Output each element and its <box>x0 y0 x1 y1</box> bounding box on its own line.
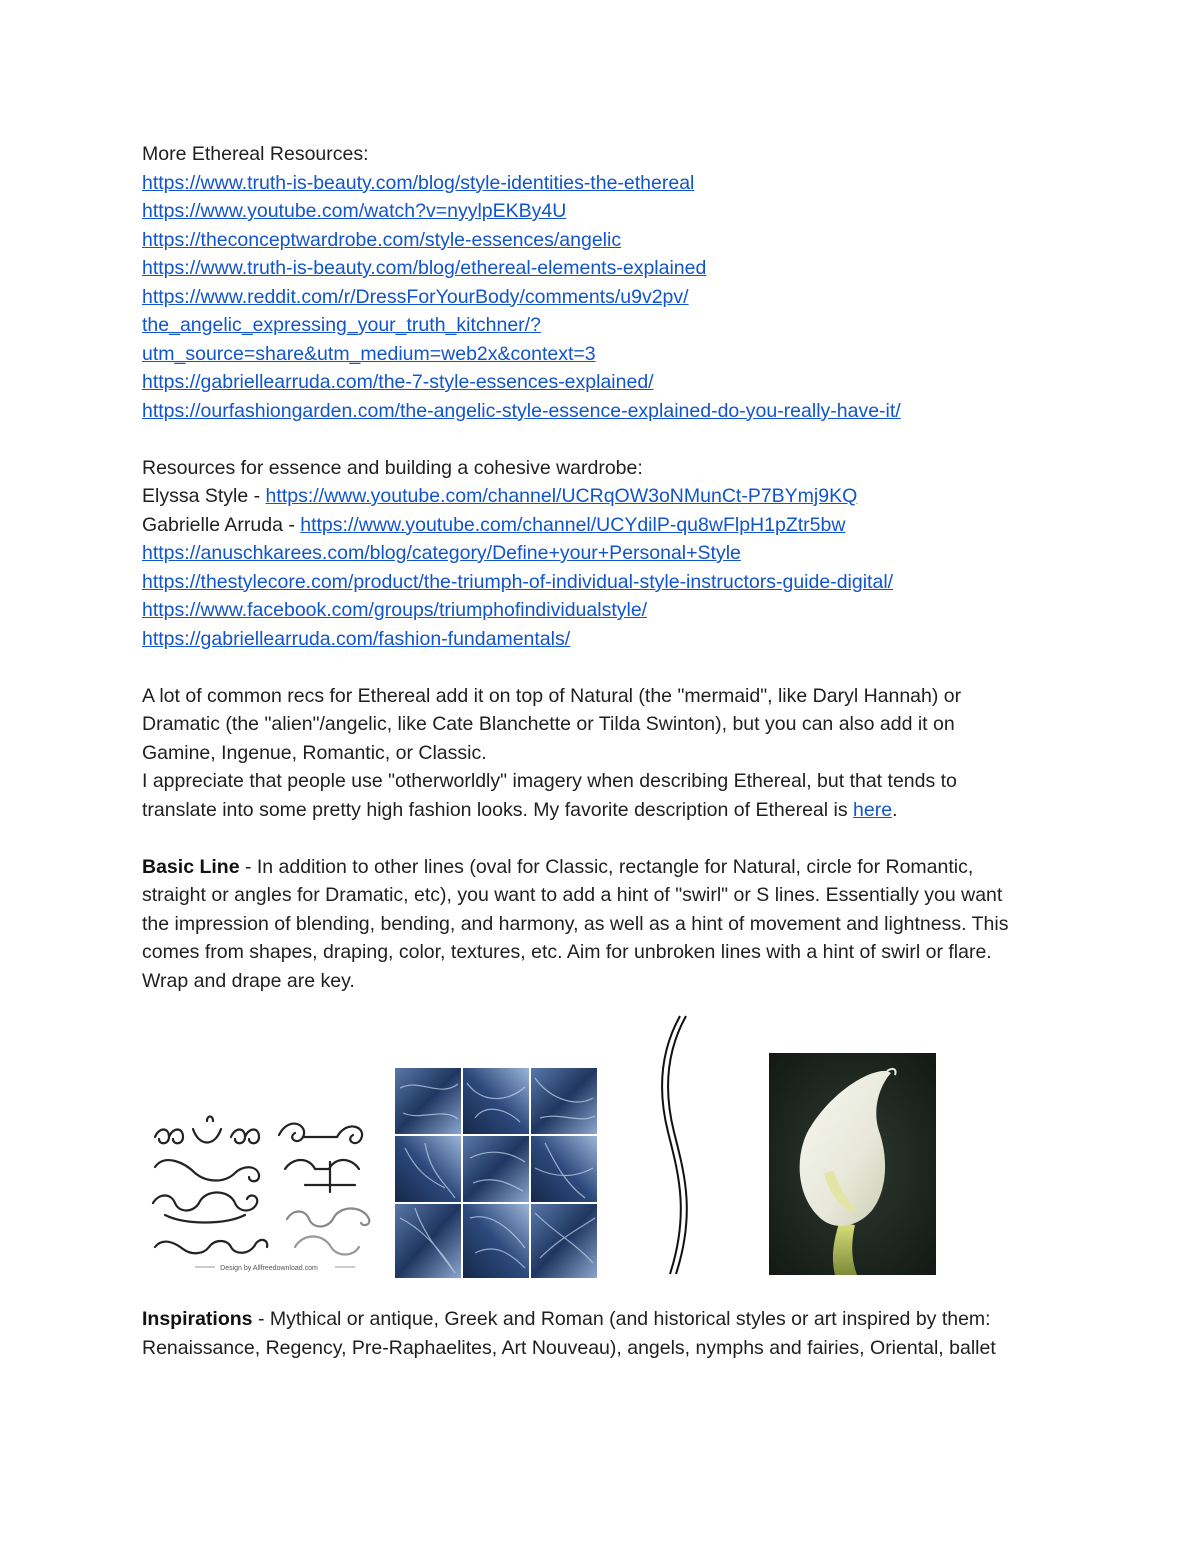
paragraph-line: Gamine, Ingenue, Romantic, or Classic. <box>142 741 487 764</box>
inspirations-title: Inspirations <box>142 1308 253 1330</box>
document-body <box>142 140 1062 995</box>
gabrielle-label: Gabrielle Arruda - <box>142 513 301 536</box>
wardrobe-link-4[interactable]: https://gabriellearruda.com/fashion-fundamentals/ <box>142 627 571 650</box>
elyssa-label: Elyssa Style - <box>142 485 266 507</box>
inspirations-section <box>142 1305 1062 1362</box>
basic-line-text: Wrap and drape are key. <box>142 969 355 992</box>
basic-line-paragraph <box>142 853 1062 882</box>
resource-link-4[interactable]: https://www.truth-is-beauty.com/blog/ethereal-elements-explained <box>142 257 707 279</box>
basic-line-text: straight or angles for Dramatic, etc), you want to add a hint of "swirl" or S lines. Essentially you want <box>142 884 1003 906</box>
swirls-caption: Design by Allfreedownload.com <box>220 1265 318 1272</box>
wardrobe-heading: Resources for essence and building a cohesive wardrobe: <box>142 456 643 479</box>
blue-drapery-image <box>395 1068 598 1278</box>
wardrobe-link-3[interactable]: https://www.facebook.com/groups/triumphofindividualstyle/ <box>142 599 648 621</box>
paragraph-line: A lot of common recs for Ethereal add it on top of Natural (the "mermaid", like Daryl Hannah) or <box>142 684 962 707</box>
wardrobe-link-2[interactable]: https://thestylecore.com/product/the-triumph-of-individual-style-instructors-guide-digital/ <box>142 570 894 593</box>
inspirations-text: Renaissance, Regency, Pre-Raphaelites, Art Nouveau), angels, nymphs and fairies, Oriental, ballet <box>142 1336 996 1359</box>
paragraph-line: Dramatic (the "alien"/angelic, like Cate Blanchette or Tilda Swinton), but you can also add it on <box>142 713 955 735</box>
paragraph-line-with-link <box>142 796 1062 825</box>
resource-link-5-cont[interactable]: the_angelic_expressing_your_truth_kitchner/? <box>142 314 541 336</box>
calla-lily-image <box>769 1053 936 1275</box>
here-link[interactable]: here <box>853 798 893 821</box>
elyssa-link[interactable]: https://www.youtube.com/channel/UCRqOW3oNMunCt-P7BYmj9KQ <box>265 485 858 507</box>
inspirations-paragraph <box>142 1305 1062 1334</box>
resource-link-2[interactable]: https://www.youtube.com/watch?v=nyylpEKBy4U <box>142 200 567 222</box>
gabrielle-link[interactable]: https://www.youtube.com/channel/UCYdilP-qu8wFlpH1pZtr5bw <box>300 513 846 536</box>
resource-link-7[interactable]: https://ourfashiongarden.com/the-angelic-style-essence-explained-do-you-really-have-it/ <box>142 399 901 422</box>
basic-line-text: comes from shapes, draping, color, textures, etc. Aim for unbroken lines with a hint of swirl or flare. <box>142 941 992 963</box>
s-curve-line-image <box>650 1012 700 1277</box>
resource-link-3[interactable]: https://theconceptwardrobe.com/style-essences/angelic <box>142 228 622 251</box>
resource-link-1[interactable]: https://www.truth-is-beauty.com/blog/style-identities-the-ethereal <box>142 171 695 194</box>
swirl-ornaments-image <box>145 1107 393 1277</box>
resource-link-6[interactable]: https://gabriellearruda.com/the-7-style-essences-explained/ <box>142 371 654 393</box>
paragraph-end: . <box>892 798 898 821</box>
image-row <box>0 1012 1200 1282</box>
paragraph-line: I appreciate that people use "otherworldly" imagery when describing Ethereal, but that tends to <box>142 770 957 792</box>
resource-link-5[interactable]: https://www.reddit.com/r/DressForYourBody/comments/u9v2pv/ <box>142 285 689 308</box>
inspirations-text: - Mythical or antique, Greek and Roman (and historical styles or art inspired by them: <box>252 1308 991 1330</box>
basic-line-text: - In addition to other lines (oval for Classic, rectangle for Natural, circle for Romantic, <box>239 855 974 878</box>
resource-link-5-cont2[interactable]: utm_source=share&utm_medium=web2x&context=3 <box>142 342 596 365</box>
basic-line-title: Basic Line <box>142 855 240 878</box>
paragraph-text: translate into some pretty high fashion looks. My favorite description of Ethereal is <box>142 798 854 821</box>
basic-line-text: the impression of blending, bending, and harmony, as well as a hint of movement and lightness. This <box>142 912 1009 935</box>
resources-heading: More Ethereal Resources: <box>142 143 369 165</box>
wardrobe-link-1[interactable]: https://anuschkarees.com/blog/category/Define+your+Personal+Style <box>142 542 741 564</box>
